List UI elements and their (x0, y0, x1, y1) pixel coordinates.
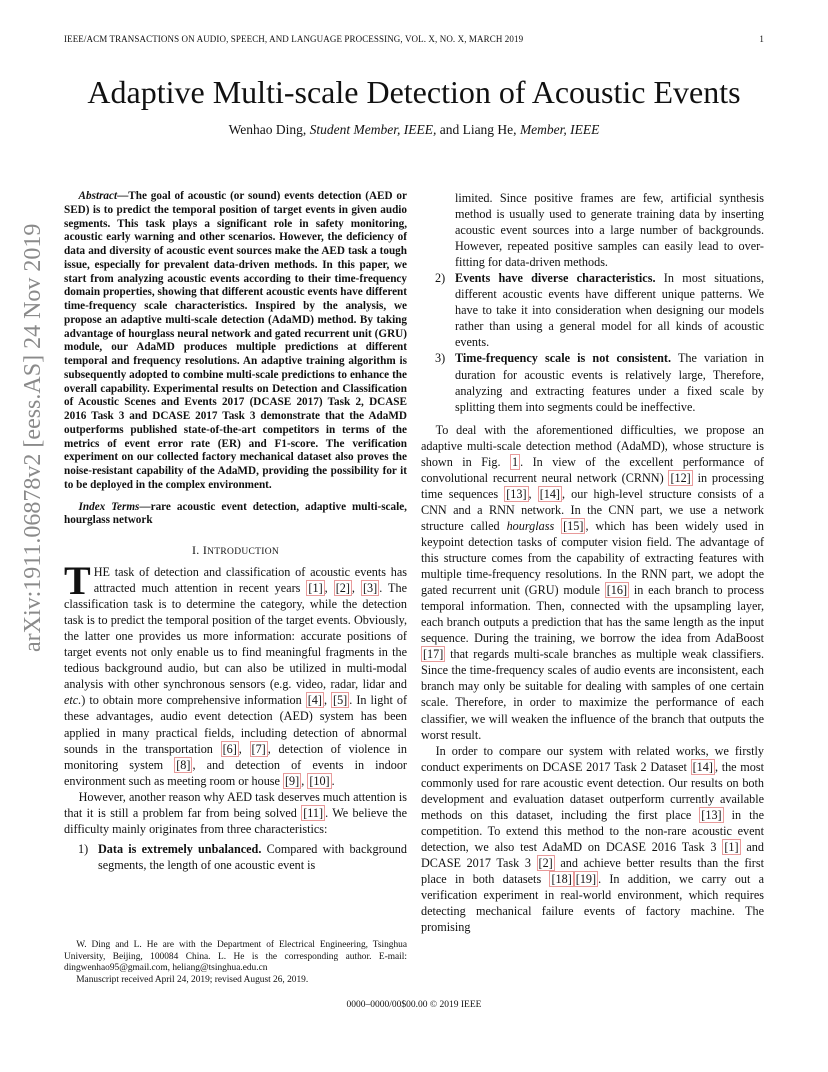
text-run: To deal with the aforementioned difficulties, we propose an adaptive multi-scale detection method (AdaMD), whose structure is shown in Fig. (421, 422, 764, 469)
text-run: . In light of these advantages, audio event detection (AED) system has been applied in many practical fields, including detection of abnormal sounds in the transportation (64, 693, 408, 756)
text-run: hourglass (506, 518, 555, 533)
citation-link[interactable]: [10] (309, 773, 330, 788)
spacer (421, 415, 764, 422)
text-run: ) to obtain more comprehensive information (81, 693, 306, 708)
citation-link[interactable]: [13] (506, 486, 527, 501)
index-terms-text: —rare acoustic event detection, adaptive multi-scale, hourglass network (64, 500, 407, 527)
list-item-text: The variation in duration for acoustic events is relatively large, Therefore, analyzing and extracting features under a fixed scale by splitting them into segments could be ineffective. (455, 351, 764, 414)
text-run: . In addition, we carry out a verification experiment in real-world environment, which requires detecting mechanical failure events of factory machine. The promising (421, 871, 764, 935)
running-header (64, 34, 764, 44)
list-number: 2) (435, 271, 446, 286)
list-number: 1) (78, 841, 89, 856)
section-rest: NTRODUCTION (207, 547, 280, 557)
section-initial: I (202, 543, 208, 557)
text-run: , (238, 741, 250, 756)
text-run: in the competition. To extend this method to the non-rare acoustic event detection, we also test AdaMD on DCASE 2016 Task 3 (421, 807, 764, 854)
citation-link[interactable]: [19] (575, 871, 597, 886)
citation-link[interactable]: [8] (176, 757, 191, 772)
author-line (0, 122, 828, 138)
footnote-affiliation: W. Ding and L. He are with the Department of Electrical Engineering, Tsinghua University, Beijing, 100084 China. L. He is the corresponding author. E-mail: dingwenhao95@gmail.com, heliang@tsinghua.edu.cn (64, 940, 407, 974)
left-column (64, 190, 407, 873)
text-run: , (324, 581, 334, 596)
text-run: In order to compare our system with related works, we firstly conduct experiments on DCASE 2017 Task 2 Dataset (421, 743, 764, 774)
arxiv-stamp[interactable]: arXiv:1911.06878v2 [eess.AS] 24 Nov 2019 (20, 223, 46, 652)
citation-link[interactable]: [6] (222, 741, 237, 756)
abstract-label: Abstract (78, 190, 118, 202)
author-conj: and Liang He, (436, 122, 520, 137)
citation-link[interactable]: [12] (670, 470, 691, 485)
citation-link[interactable]: [2] (335, 581, 350, 596)
text-run: , (528, 486, 538, 501)
author-2-role: Member, IEEE (519, 122, 600, 137)
citation-link[interactable]: [1] (308, 581, 323, 596)
citation-link[interactable]: [2] (538, 855, 553, 870)
text-run: , which has been widely used in keypoint detection tasks of computer vision field. The advantage of this structure comes from the capability of extracting features with multiple time-frequency resolutions. In the RNN part, we adopt the gated recurrent unit (GRU) module (421, 518, 765, 598)
list-item-text: limited. Since positive frames are few, artificial synthesis method is usually used to generate training data by inserting acoustic event sources into a large number of backgrounds. However, repeated positive samples can easily lead to over-fitting for data-driven methods. (455, 191, 764, 270)
author-1-role: Student Member, IEEE, (309, 122, 437, 137)
intro-paragraph-2 (64, 789, 407, 837)
list-item (421, 190, 764, 270)
paper-title: Adaptive Multi-scale Detection of Acoustic Events (87, 74, 741, 110)
text-run: , (323, 693, 332, 708)
citation-link[interactable]: [14] (539, 486, 560, 501)
text-run: in each branch to process temporal information. Then, connected with the upsampling layer, each branch outputs a prediction that has the same length as the input sequence. During the training, we borrow the idea from AdaBoost (421, 583, 764, 646)
text-run: . In view of the excellent performance of convolutional recurrent neural network (CRNN) (421, 454, 764, 485)
intro-paragraph-4 (421, 743, 764, 936)
citation-link[interactable]: [7] (251, 741, 266, 756)
text-run: that regards multi-scale branches as multiple weak classifiers. Since the time-frequency scales of audio events are inconsistent, each branch may only be suitable for dealing with samples of one certain scale. Therefore, in order to maximize the performance of each classifier, we will weaken the influence of the branch that outputs the worst result. (421, 647, 764, 742)
citation-link[interactable]: [4] (307, 693, 322, 708)
figure-link[interactable]: 1 (512, 454, 519, 469)
list-item-head: Data is extremely unbalanced. (98, 841, 262, 856)
text-run: , (301, 773, 308, 788)
text-run: , detection of violence in monitoring system (64, 741, 408, 772)
list-item (421, 350, 764, 414)
text-run: . We believe the difficulty mainly originates from three characteristics: (64, 805, 407, 836)
section-numeral: I. (191, 543, 203, 557)
text-run: . (331, 773, 335, 788)
text-run: . The classification task is to determine the category, while the detection task is to predict the temporal position of the target events. Obviously, the latter one provides us more information: accurate positions of target events not only enable us to find meaningful fragments in the tedious background audio, but can also be utilized in multi-modal analysis with other synchronous sensors (e.g. video, radar, lidar and (64, 581, 407, 692)
text-run: in processing time sequences (421, 470, 764, 501)
list-item (64, 841, 407, 873)
citation-link[interactable]: [1] (724, 839, 739, 854)
text-run: , our high-level structure consists of a CNN and a RNN network. In the CNN part, we use a network structure called (421, 486, 764, 533)
page-footer: 0000–0000/00$00.00 © 2019 IEEE (346, 1000, 482, 1010)
citation-link[interactable]: [3] (362, 581, 378, 596)
text-run: HE task of detection and classification of acoustic events has attracted much attention in recent years (93, 565, 407, 596)
citation-link[interactable]: [14] (692, 759, 713, 774)
text-run: , (351, 581, 361, 596)
index-terms-label: Index Terms (78, 500, 140, 513)
intro-paragraph-1 (64, 558, 408, 789)
characteristics-list-continued (421, 190, 764, 415)
running-title: IEEE/ACM TRANSACTIONS ON AUDIO, SPEECH, AND LANGUAGE PROCESSING, VOL. X, NO. X, MARCH 2019 (64, 34, 524, 44)
characteristics-list (64, 841, 407, 873)
text-run: and achieve better results than the first place in both datasets (421, 855, 764, 886)
list-number: 3) (435, 351, 446, 366)
text-run: and DCASE 2017 Task 3 (421, 839, 764, 870)
footnote-received: Manuscript received April 24, 2019; revised August 26, 2019. (76, 975, 309, 986)
citation-link[interactable]: [18] (551, 871, 572, 886)
author-1: Wenhao Ding, (228, 122, 310, 137)
text-run: , the most commonly used for rare acoustic event detection. Our results on both development and evaluation dataset outperform currently available methods on this dataset, including the first place (421, 759, 765, 822)
intro-paragraph-3 (421, 422, 764, 743)
section-heading-introduction (64, 542, 407, 560)
citation-link[interactable]: [15] (563, 518, 584, 533)
abstract (64, 190, 407, 493)
index-terms (64, 501, 407, 529)
text-run: etc. (64, 693, 82, 708)
citation-link[interactable]: [17] (423, 647, 444, 662)
footnote (64, 940, 407, 987)
right-column (421, 190, 764, 935)
citation-link[interactable]: [5] (333, 693, 348, 708)
page-number: 1 (759, 34, 764, 44)
list-item-head: Events have diverse characteristics. (455, 271, 656, 286)
citation-link[interactable]: [16] (606, 583, 628, 598)
citation-link[interactable]: [11] (303, 805, 324, 820)
list-item-text: Compared with background segments, the length of one acoustic event is (98, 841, 407, 872)
drop-cap: T (64, 558, 91, 604)
list-item-head: Time-frequency scale is not consistent. (455, 351, 672, 366)
abstract-text: —The goal of acoustic (or sound) events detection (AED or SED) is to predict the temporal position of target events in given audio segments. This task plays a significant role in safety monitoring, acoustic early warning and other scenarios. However, the deficiency of data and diversity of acoustic event sources make the AED task a tough issue, especially for prevalent data-driven methods. In this paper, we start from analyzing acoustic events according to their time-frequency domain properties, showing that different acoustic events have different time-frequency scale characteristics. Inspired by the analysis, we propose an adaptive multi-scale detection (AdaMD) method. By taking advantage of hourglass neural network and gated recurrent unit (GRU) module, our AdaMD produces multiple predictions at different temporal and frequency resolutions. An adaptive training algorithm is subsequently adopted to combine multi-scale predictions to enhance the overall capability. Experimental results on Detection and Classification of Acoustic Scenes and Events 2017 (DCASE 2017) Task 2, DCASE 2016 Task 3 and DCASE 2017 Task 3 demonstrate that the AdaMD outperforms published state-of-the-art competitors in terms of the metrics of event error rate (ER) and F1-score. The verification experiment on our collected factory mechanical dataset also proves the noise-resistant capability of the AdaMD, providing the possibility for it to be deployed in the complex environment. (64, 190, 407, 491)
citation-link[interactable]: [13] (701, 807, 722, 822)
list-item (421, 270, 764, 350)
list-item-text: In most situations, different acoustic events have different unique patterns. We have to take it into consideration when designing our models rather than using a general model for all kinds of acoustic events. (455, 271, 764, 350)
citation-link[interactable]: [9] (285, 773, 300, 788)
text-run: However, another reason why AED task deserves much attention is that it is still a problem far from being solved (64, 789, 407, 820)
text-run: , and detection of events in indoor environment such as meeting room or house (64, 757, 407, 788)
